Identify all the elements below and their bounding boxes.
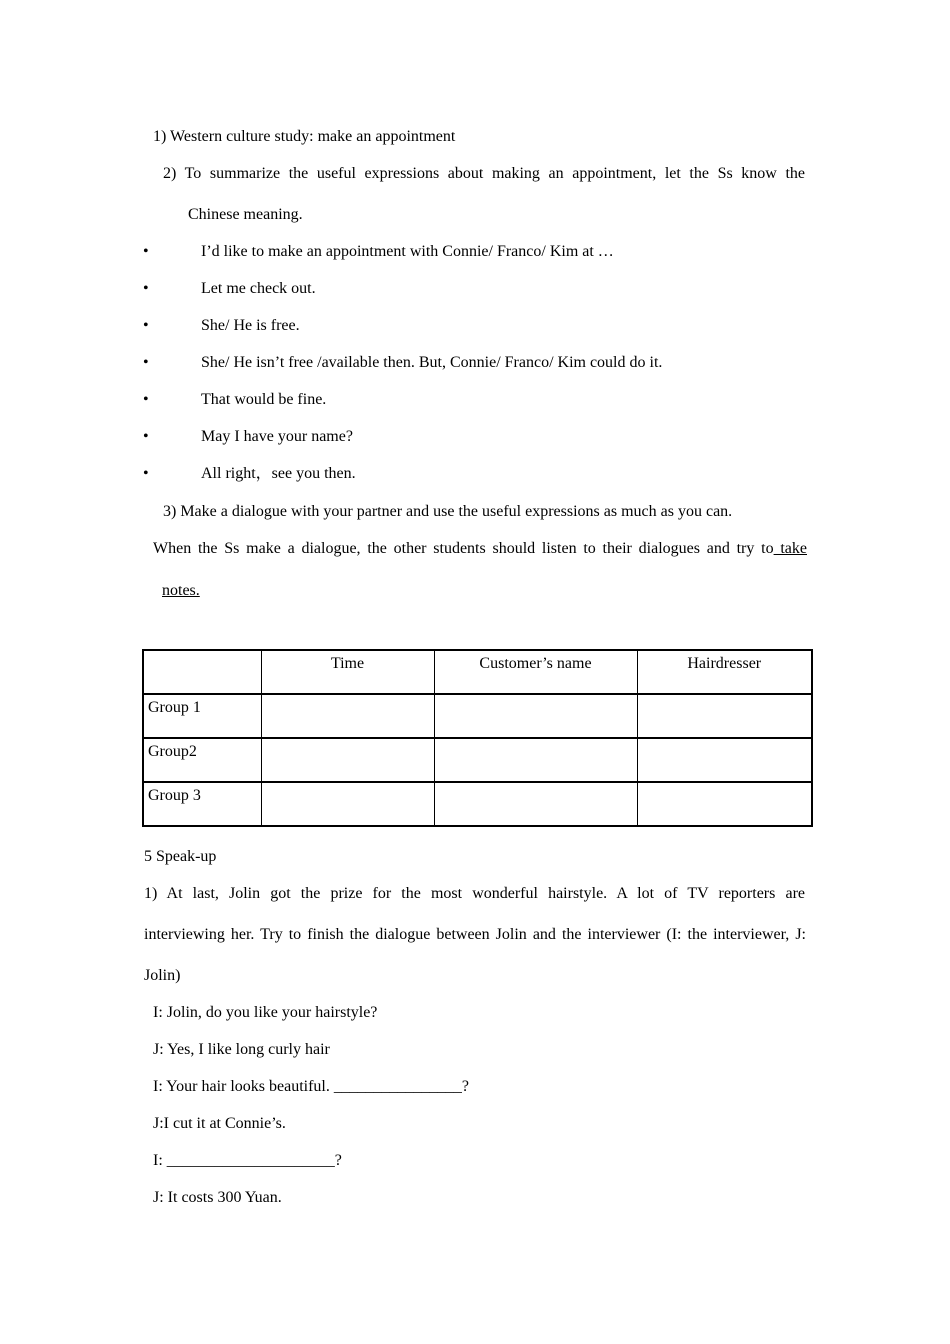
list-item [0,427,950,447]
bullet-icon: • [143,280,149,297]
speak-up-intro-line1: 1) At last, Jolin got the prize for the most wonderful hairstyle. A lot of TV reporters are [144,885,805,902]
summarize-item-line2: Chinese meaning. [188,206,303,223]
table-row [143,782,812,826]
expression-text: She/ He isn’t free /available then. But, Connie/ Franco/ Kim could do it. [201,354,663,371]
bullet-icon: • [143,317,149,334]
table-cell [637,738,812,782]
dialogue-line: J: Yes, I like long curly hair [153,1041,330,1058]
table-header-cell [143,650,261,694]
bullet-icon: • [143,391,149,408]
list-item [0,464,950,484]
table-cell [637,694,812,738]
take-notes-line1 [153,539,807,559]
list-item [0,316,950,336]
table-row [143,694,812,738]
group-label: Group 1 [143,694,261,738]
group-label: Group 3 [143,782,261,826]
make-dialogue-item: 3) Make a dialogue with your partner and use the useful expressions as much as you can. [163,503,733,520]
expression-text: May I have your name? [201,428,353,445]
take-notes-line2: notes. [162,582,200,599]
expression-text: Let me check out. [201,280,316,297]
list-item [0,353,950,373]
table-cell [261,694,434,738]
expression-text: I’d like to make an appointment with Connie/ Franco/ Kim at … [201,243,614,260]
bullet-icon: • [143,428,149,445]
table-cell [434,738,637,782]
dialogue-line: I: Jolin, do you like your hairstyle? [153,1004,378,1021]
dialogue-line: J: It costs 300 Yuan. [153,1189,282,1206]
table-header-row [143,650,812,694]
take-notes-underlined: take [773,540,807,557]
table-row [143,738,812,782]
list-item [0,390,950,410]
expression-text: All right，see you then. [201,465,356,482]
table-cell [434,694,637,738]
expression-text: She/ He is free. [201,317,300,334]
table-cell [637,782,812,826]
speak-up-intro-line3: Jolin) [144,967,181,984]
western-culture-item: 1) Western culture study: make an appointment [153,128,456,145]
summarize-item-line1: 2) To summarize the useful expressions about making an appointment, let the Ss know the [163,165,805,182]
dialogue-line: I: _____________________? [153,1152,342,1169]
table-cell [261,782,434,826]
bullet-icon: • [143,243,149,260]
expression-text: That would be fine. [201,391,327,408]
bullet-icon: • [143,465,149,482]
table-header-hairdresser: Hairdresser [637,650,812,694]
table-header-customer: Customer’s name [434,650,637,694]
table-cell [434,782,637,826]
list-item [0,242,950,262]
bullet-icon: • [143,354,149,371]
dialogue-line: I: Your hair looks beautiful. ________________? [153,1078,469,1095]
dialogue-line: J:I cut it at Connie’s. [153,1115,286,1132]
notes-table [142,649,813,827]
speak-up-intro-line2: interviewing her. Try to finish the dialogue between Jolin and the interviewer (I: the interviewer, J: [144,926,806,943]
list-item [0,279,950,299]
table-cell [261,738,434,782]
speak-up-heading: 5 Speak-up [144,848,217,865]
take-notes-prefix: When the Ss make a dialogue, the other students should listen to their dialogues and try to [153,540,774,557]
table-header-time: Time [261,650,434,694]
group-label: Group2 [143,738,261,782]
